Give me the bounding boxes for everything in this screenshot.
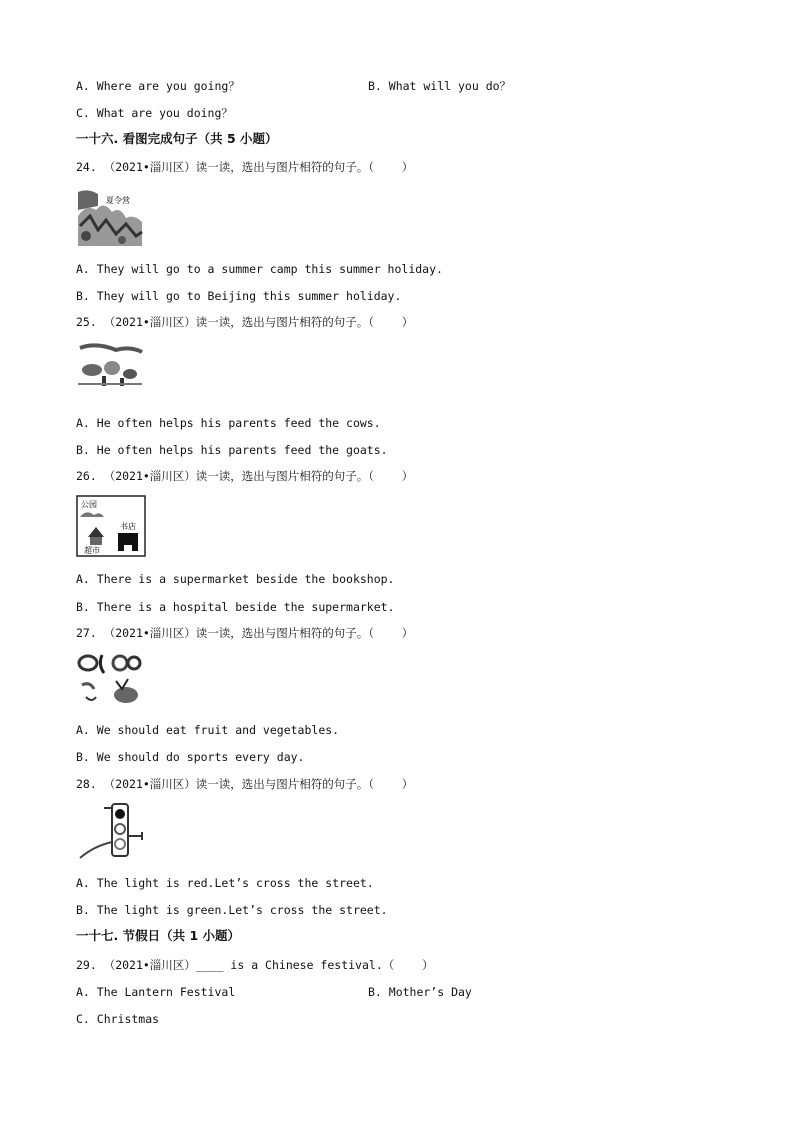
picture-label: 夏令营 [106,196,130,205]
summer-camp-picture [76,186,144,250]
svg-text:公园: 公园 [81,500,97,509]
svg-text:书店: 书店 [120,522,136,531]
section-heading: 一十七. 节假日（共 1 小题） [76,928,241,943]
option-b[interactable]: B. Mother’s Day [368,985,472,999]
option-c[interactable]: C. What are you doing？ [76,106,233,120]
question-stem: 29. （2021•淄川区）____ is a Chinese festival.（ ） [76,958,434,972]
question-stem: 25. （2021•淄川区）读一读，选出与图片相符的句子。（ ） [76,315,414,329]
question-stem: 27. （2021•淄川区）读一读，选出与图片相符的句子。（ ） [76,626,414,640]
option-a[interactable]: A. He often helps his parents feed the cows. [76,416,381,430]
option-b[interactable]: B. The light is green.Let’s cross the street. [76,903,388,917]
question-stem: 24. （2021•淄川区）读一读，选出与图片相符的句子。（ ） [76,160,414,174]
option-b[interactable]: B. There is a hospital beside the supermarket. [76,600,395,614]
option-b[interactable]: B. What will you do？ [368,79,512,93]
option-a[interactable]: A. There is a supermarket beside the bookshop. [76,572,395,586]
option-a[interactable]: A. The light is red.Let’s cross the street. [76,876,374,890]
section-heading: 一十六. 看图完成句子（共 5 小题） [76,131,278,146]
option-a[interactable]: A. The Lantern Festival [76,985,236,999]
option-a[interactable]: A. They will go to a summer camp this summer holiday. [76,262,443,276]
option-b[interactable]: B. He often helps his parents feed the goats. [76,443,388,457]
map-picture [76,495,146,557]
option-b[interactable]: B. We should do sports every day. [76,750,305,764]
option-b[interactable]: B. They will go to Beijing this summer holiday. [76,289,402,303]
question-stem: 28. （2021•淄川区）读一读，选出与图片相符的句子。（ ） [76,777,414,791]
traffic-light-picture [76,802,146,864]
farm-picture [76,340,144,392]
food-picture [76,651,144,711]
option-a[interactable]: A. Where are you going？ [76,79,240,93]
svg-text:超市: 超市 [84,546,100,555]
option-c[interactable]: C. Christmas [76,1012,160,1026]
question-stem: 26. （2021•淄川区）读一读，选出与图片相符的句子。（ ） [76,469,414,483]
option-a[interactable]: A. We should eat fruit and vegetables. [76,723,340,737]
